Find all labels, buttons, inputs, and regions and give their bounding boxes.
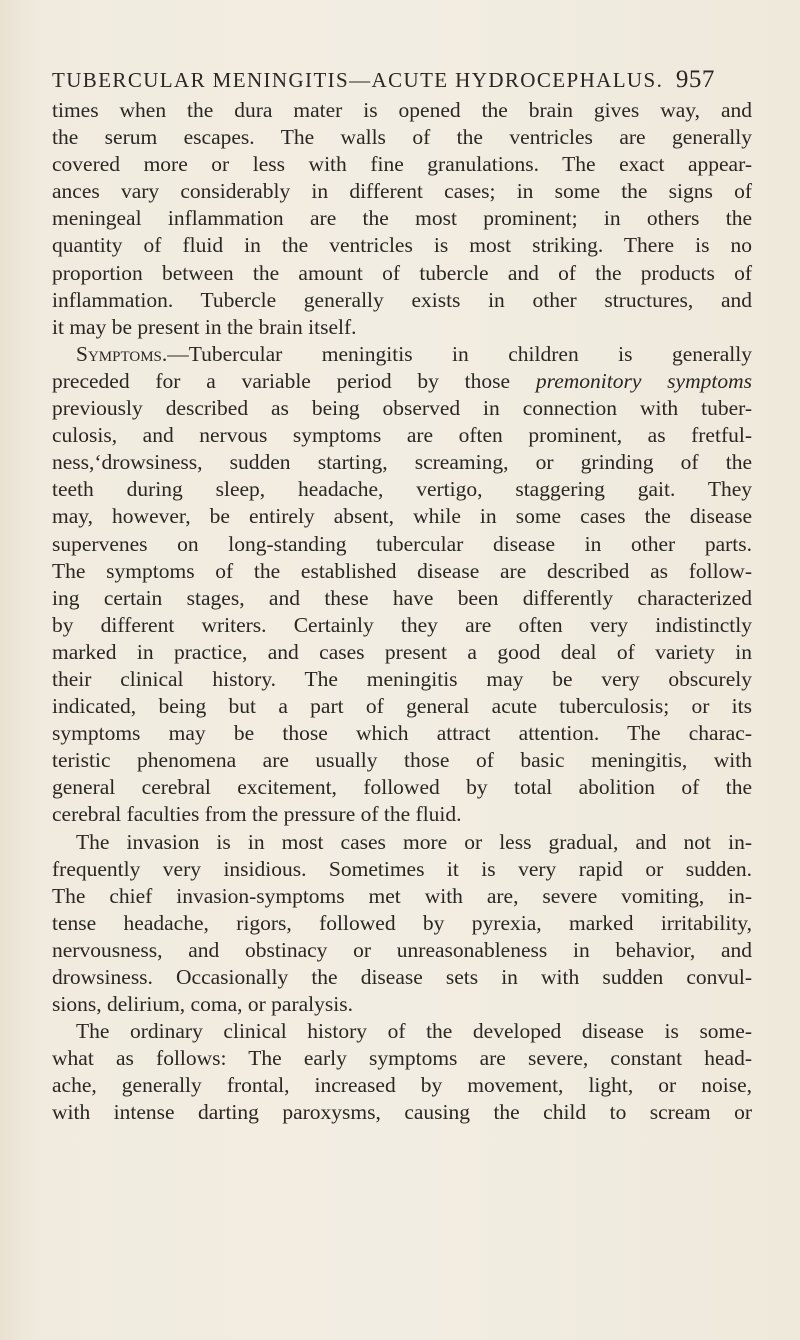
page-number: 957 <box>675 66 715 93</box>
text-line: indicated, being but a part of general acute tuberculosis; or its <box>52 694 752 719</box>
text-line: general cerebral excitement, followed by total abolition of the <box>52 775 752 800</box>
text-line: meningeal inflammation are the most prominent; in others the <box>52 206 752 231</box>
text-line: The symptoms of the established disease are described as follow- <box>52 558 752 583</box>
text-line: symptoms may be those which attract attention. The charac- <box>52 721 752 746</box>
text-line: The chief invasion-symptoms met with are, severe vomiting, in- <box>52 883 752 908</box>
text-line: covered more or less with fine granulations. The exact appear- <box>52 152 752 177</box>
italic-term: premonitory symptoms <box>535 368 752 393</box>
text-line: inflammation. Tubercle generally exists in other structures, and <box>52 287 752 312</box>
running-head <box>52 66 752 94</box>
text-line: what as follows: The early symptoms are severe, constant head- <box>52 1046 752 1071</box>
text-run: preceded for a variable period by those <box>52 368 536 393</box>
text-line <box>52 368 752 395</box>
running-head-title: TUBERCULAR MENINGITIS—ACUTE HYDROCEPHALUS. <box>52 68 664 92</box>
text-line: ache, generally frontal, increased by movement, light, or noise, <box>52 1073 752 1098</box>
text-line: ness,‘drowsiness, sudden starting, screaming, or grinding of the <box>52 450 752 475</box>
text-line: supervenes on long-standing tubercular disease in other parts. <box>52 531 752 556</box>
text-line: teristic phenomena are usually those of basic meningitis, with <box>52 748 752 773</box>
text-line: may, however, be entirely absent, while in some cases the disease <box>52 504 752 529</box>
text-line: cerebral faculties from the pressure of the fluid. <box>52 802 462 827</box>
text-line: the serum escapes. The walls of the ventricles are generally <box>52 125 752 150</box>
text-run: —Tubercular meningitis in children is generally <box>167 341 752 366</box>
text-line: nervousness, and obstinacy or unreasonableness in behavior, and <box>52 937 752 962</box>
text-line: proportion between the amount of tubercle and of the products of <box>52 260 752 285</box>
body-text <box>52 97 752 1127</box>
text-line: tense headache, rigors, followed by pyrexia, marked irritability, <box>52 910 752 935</box>
text-line: culosis, and nervous symptoms are often prominent, as fretful- <box>52 423 752 448</box>
text-line: ing certain stages, and these have been differently characterized <box>52 585 752 610</box>
text-line: it may be present in the brain itself. <box>52 314 357 339</box>
text-line: sions, delirium, coma, or paralysis. <box>52 992 353 1017</box>
text-line: The ordinary clinical history of the developed disease is some- <box>76 1019 752 1044</box>
text-line: quantity of fluid in the ventricles is most striking. There is no <box>52 233 752 258</box>
text-line: ances vary considerably in different cases; in some the signs of <box>52 179 752 204</box>
text-line: previously described as being observed in connection with tuber- <box>52 396 752 421</box>
text-line: The invasion is in most cases more or less gradual, and not in- <box>76 829 752 854</box>
text-line: teeth during sleep, headache, vertigo, staggering gait. They <box>52 477 752 502</box>
section-heading-symptoms: Symptoms. <box>76 341 168 366</box>
text-line: their clinical history. The meningitis may be very obscurely <box>52 666 752 691</box>
text-line <box>52 341 752 368</box>
text-line: frequently very insidious. Sometimes it is very rapid or sudden. <box>52 856 752 881</box>
text-line: by different writers. Certainly they are often very indistinctly <box>52 612 752 637</box>
text-line: times when the dura mater is opened the brain gives way, and <box>52 98 752 122</box>
text-line: drowsiness. Occasionally the disease sets in with sudden convul- <box>52 965 752 989</box>
text-line: with intense darting paroxysms, causing the child to scream or <box>52 1100 752 1125</box>
text-line: marked in practice, and cases present a good deal of variety in <box>52 639 752 664</box>
